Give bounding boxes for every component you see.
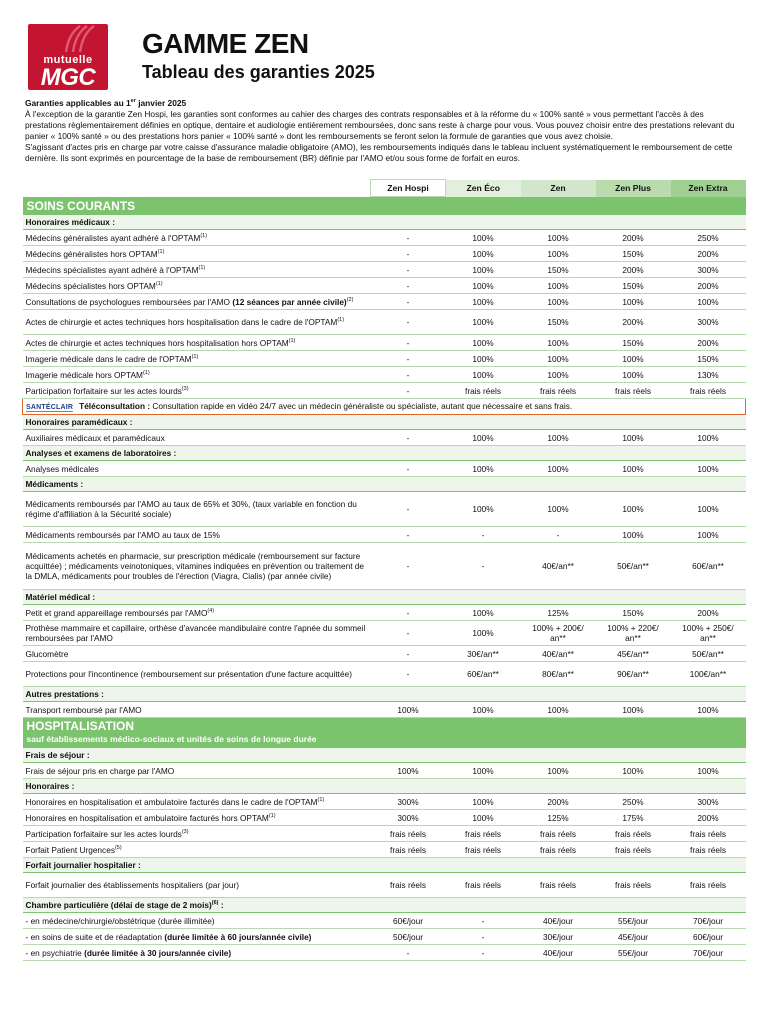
cell-value: 100% bbox=[371, 763, 446, 779]
category-label: Honoraires médicaux : bbox=[23, 215, 746, 230]
cell-value: frais réels bbox=[596, 383, 671, 399]
cell-value: 100% bbox=[521, 230, 596, 246]
cell-value: - bbox=[371, 310, 446, 335]
cell-value: 100% bbox=[446, 335, 521, 351]
intro-paragraph: À l'exception de la garantie Zen Hospi, les garanties sont conformes au cahier des charges des contrats responsables et à la réforme du « 100% santé » vous permettant l'accès à des prestations règlementairement définies en optique, dentaire et audiologie entièrement remboursées, donc sans reste à charge pour vous. Vous pouvez choisir entre des prestations relevant du panier « 100% santé » ou des prestations hors panier « 100% santé » dont les remboursements se feront selon la formule de garanties que vous avez choisie. bbox=[25, 109, 735, 141]
cell-value: - bbox=[446, 929, 521, 945]
cell-value: 175% bbox=[596, 810, 671, 826]
cell-value: 100% bbox=[671, 763, 746, 779]
row-label: Auxiliaires médicaux et paramédicaux bbox=[23, 430, 371, 446]
table-row bbox=[23, 945, 746, 961]
cell-value: 100% bbox=[671, 492, 746, 527]
cell-value: - bbox=[371, 383, 446, 399]
category-row bbox=[23, 898, 746, 913]
cell-value: 100% bbox=[446, 246, 521, 262]
category-label: Analyses et examens de laboratoires : bbox=[23, 446, 746, 461]
cell-value: 250% bbox=[596, 794, 671, 810]
row-label: Honoraires en hospitalisation et ambulatoire facturés hors OPTAM$^{(1)}$ bbox=[23, 810, 371, 826]
cell-value: 30€/jour bbox=[521, 929, 596, 945]
logo-text-big: MGC bbox=[40, 64, 96, 90]
cell-value: 100% bbox=[446, 351, 521, 367]
cell-value: 100% bbox=[596, 763, 671, 779]
cell-value: 150% bbox=[671, 351, 746, 367]
cell-value: 100% bbox=[671, 702, 746, 718]
table-row bbox=[23, 842, 746, 858]
cell-value: - bbox=[371, 527, 446, 543]
table-row bbox=[23, 294, 746, 310]
cell-value: frais réels bbox=[521, 826, 596, 842]
row-label: Médecins généralistes hors OPTAM$^{(1)}$ bbox=[23, 246, 371, 262]
category-row bbox=[23, 748, 746, 763]
row-label: - en psychiatrie (durée limitée à 30 jours/année civile) bbox=[23, 945, 371, 961]
cell-value: 130% bbox=[671, 367, 746, 383]
intro-text bbox=[25, 98, 745, 164]
cell-value: - bbox=[371, 335, 446, 351]
cell-value: 200% bbox=[596, 262, 671, 278]
cell-value: - bbox=[446, 543, 521, 590]
category-row bbox=[23, 687, 746, 702]
row-label: Participation forfaitaire sur les actes lourds$^{(3)}$ bbox=[23, 826, 371, 842]
column-header-zen: Zen bbox=[521, 180, 596, 197]
category-label: Forfait journalier hospitalier : bbox=[23, 858, 746, 873]
row-label: Actes de chirurgie et actes techniques hors hospitalisation dans le cadre de l'OPTAM$^{(1)}$ bbox=[23, 310, 371, 335]
cell-value: 100% bbox=[446, 621, 521, 646]
cell-value: 100% bbox=[446, 702, 521, 718]
cell-value: 150% bbox=[521, 262, 596, 278]
cell-value: - bbox=[371, 278, 446, 294]
category-row bbox=[23, 590, 746, 605]
cell-value: 40€/jour bbox=[521, 945, 596, 961]
cell-value: 100% bbox=[446, 294, 521, 310]
cell-value: 100% + 200€/ an** bbox=[521, 621, 596, 646]
table-row bbox=[23, 621, 746, 646]
cell-value: 50€/an** bbox=[671, 646, 746, 662]
section-header bbox=[23, 718, 746, 749]
table-row bbox=[23, 810, 746, 826]
table-row bbox=[23, 702, 746, 718]
cell-value: 100% bbox=[521, 430, 596, 446]
cell-value: 100% bbox=[671, 294, 746, 310]
intro-paragraph: S'agissant d'actes pris en charge par votre caisse d'assurance maladie obligatoire (AMO), les remboursements indiqués dans le tableau incluent systématiquement le remboursement de cette dernière. Ils sont exprimés en pourcentage de la base de remboursement (BR) définie par l'AMO et/ou sous forme de forfait en euros. bbox=[25, 142, 733, 163]
cell-value: frais réels bbox=[371, 842, 446, 858]
row-label: Forfait journalier des établissements hospitaliers (par jour) bbox=[23, 873, 371, 898]
cell-value: 100€/an** bbox=[671, 662, 746, 687]
column-header-zen-hospi: Zen Hospi bbox=[371, 180, 446, 197]
category-row bbox=[23, 858, 746, 873]
cell-value: 100% bbox=[596, 461, 671, 477]
cell-value: 300% bbox=[371, 810, 446, 826]
cell-value: frais réels bbox=[596, 826, 671, 842]
cell-value: 300% bbox=[671, 310, 746, 335]
cell-value: 100% bbox=[521, 763, 596, 779]
cell-value: 100% bbox=[521, 367, 596, 383]
category-label: Honoraires paramédicaux : bbox=[23, 415, 746, 430]
cell-value: - bbox=[446, 913, 521, 929]
cell-value: - bbox=[371, 646, 446, 662]
cell-value: 100% bbox=[521, 492, 596, 527]
page-title: GAMME ZEN bbox=[142, 28, 309, 59]
row-label: Glucomètre bbox=[23, 646, 371, 662]
table-row bbox=[23, 335, 746, 351]
cell-value: 40€/an** bbox=[521, 543, 596, 590]
cell-value: - bbox=[371, 461, 446, 477]
cell-value: 40€/jour bbox=[521, 913, 596, 929]
section-subtitle: sauf établissements médico-sociaux et unités de soins de longue durée bbox=[26, 734, 317, 744]
cell-value: 100% bbox=[446, 230, 521, 246]
row-label: - en médecine/chirurgie/obstétrique (durée illimitée) bbox=[23, 913, 371, 929]
cell-value: 200% bbox=[671, 278, 746, 294]
cell-value: - bbox=[371, 262, 446, 278]
cell-value: - bbox=[371, 492, 446, 527]
cell-value: 200% bbox=[671, 605, 746, 621]
table-row bbox=[23, 310, 746, 335]
intro-lead: Garanties applicables au 1er janvier 2025 bbox=[25, 98, 187, 108]
cell-value: frais réels bbox=[521, 383, 596, 399]
cell-value: frais réels bbox=[671, 873, 746, 898]
row-label: Médicaments remboursés par l'AMO au taux de 65% et 30%, (taux variable en fonction du régime d'affiliation à la Sécurité sociale) bbox=[23, 492, 371, 527]
cell-value: 100% bbox=[446, 794, 521, 810]
cell-value: 70€/jour bbox=[671, 945, 746, 961]
table-row bbox=[23, 826, 746, 842]
cell-value: frais réels bbox=[671, 842, 746, 858]
cell-value: 60€/jour bbox=[371, 913, 446, 929]
section-header bbox=[23, 197, 746, 216]
table-row bbox=[23, 383, 746, 399]
table-row bbox=[23, 929, 746, 945]
table-row bbox=[23, 543, 746, 590]
category-label: Autres prestations : bbox=[23, 687, 746, 702]
table-row bbox=[23, 230, 746, 246]
category-row bbox=[23, 779, 746, 794]
cell-value: - bbox=[371, 367, 446, 383]
cell-value: 100% bbox=[446, 492, 521, 527]
row-label: Médicaments achetés en pharmacie, sur prescription médicale (remboursement sur facture acquittée) ; médicaments veinotoniques, vitamines indiquées en prévention ou traitement de la DMLA, médicaments pour troubles de l'érection (Viagra, Cialis) (par année civile) bbox=[23, 543, 371, 590]
row-label: Imagerie médicale dans le cadre de l'OPTAM$^{(1)}$ bbox=[23, 351, 371, 367]
table-row bbox=[23, 351, 746, 367]
cell-value: 125% bbox=[521, 605, 596, 621]
cell-value: 100% bbox=[671, 430, 746, 446]
table-row bbox=[23, 492, 746, 527]
cell-value: 60€/an** bbox=[446, 662, 521, 687]
table-row bbox=[23, 461, 746, 477]
row-label: Actes de chirurgie et actes techniques hors hospitalisation hors OPTAM$^{(1)}$ bbox=[23, 335, 371, 351]
cell-value: - bbox=[371, 662, 446, 687]
row-label: Médecins spécialistes ayant adhéré à l'OPTAM$^{(1)}$ bbox=[23, 262, 371, 278]
category-label: Frais de séjour : bbox=[23, 748, 746, 763]
cell-value: - bbox=[371, 246, 446, 262]
cell-value: 100% bbox=[671, 461, 746, 477]
section-title: HOSPITALISATION sauf établissements médico-sociaux et unités de soins de longue durée bbox=[23, 718, 746, 749]
row-label: Prothèse mammaire et capillaire, orthèse d'avancée mandibulaire contre l'apnée du sommeil remboursées par l'AMO bbox=[23, 621, 371, 646]
cell-value: 100% bbox=[671, 527, 746, 543]
cell-value: 125% bbox=[521, 810, 596, 826]
cell-value: 100% bbox=[446, 367, 521, 383]
cell-value: frais réels bbox=[671, 826, 746, 842]
cell-value: frais réels bbox=[446, 826, 521, 842]
cell-value: - bbox=[371, 543, 446, 590]
row-label: Forfait Patient Urgences$^{(5)}$ bbox=[23, 842, 371, 858]
cell-value: 100% bbox=[446, 810, 521, 826]
santeclair-logo: SANTÉCLAIR bbox=[26, 404, 74, 411]
cell-value: frais réels bbox=[521, 873, 596, 898]
table-header-row bbox=[23, 180, 746, 197]
cell-value: 200% bbox=[671, 810, 746, 826]
mgc-logo bbox=[28, 24, 108, 90]
category-label: Chambre particulière (délai de stage de 2 mois)$^{(6)}$ : bbox=[23, 898, 746, 913]
cell-value: frais réels bbox=[371, 826, 446, 842]
cell-value: frais réels bbox=[446, 383, 521, 399]
table-row bbox=[23, 913, 746, 929]
category-label: Médicaments : bbox=[23, 477, 746, 492]
row-label: Frais de séjour pris en charge par l'AMO bbox=[23, 763, 371, 779]
cell-value: 70€/jour bbox=[671, 913, 746, 929]
cell-value: 300% bbox=[671, 794, 746, 810]
teleconsultation-banner bbox=[23, 399, 746, 415]
section-title: SOINS COURANTS bbox=[23, 197, 746, 216]
cell-value: - bbox=[446, 527, 521, 543]
table-row bbox=[23, 646, 746, 662]
row-label: Honoraires en hospitalisation et ambulatoire facturés dans le cadre de l'OPTAM$^{(1)}$ bbox=[23, 794, 371, 810]
cell-value: 300% bbox=[371, 794, 446, 810]
cell-value: - bbox=[371, 294, 446, 310]
cell-value: - bbox=[371, 430, 446, 446]
header-spacer bbox=[23, 180, 371, 197]
row-label: Médecins généralistes ayant adhéré à l'OPTAM$^{(1)}$ bbox=[23, 230, 371, 246]
cell-value: - bbox=[371, 230, 446, 246]
category-label: Matériel médical : bbox=[23, 590, 746, 605]
category-row bbox=[23, 415, 746, 430]
cell-value: frais réels bbox=[446, 842, 521, 858]
category-row bbox=[23, 215, 746, 230]
cell-value: 200% bbox=[671, 246, 746, 262]
cell-value: 50€/jour bbox=[371, 929, 446, 945]
cell-value: frais réels bbox=[596, 873, 671, 898]
table-row bbox=[23, 873, 746, 898]
cell-value: frais réels bbox=[671, 383, 746, 399]
cell-value: 200% bbox=[671, 335, 746, 351]
cell-value: 100% bbox=[596, 702, 671, 718]
cell-value: 100% bbox=[446, 763, 521, 779]
cell-value: 100% bbox=[521, 246, 596, 262]
cell-value: 100% bbox=[446, 278, 521, 294]
cell-value: - bbox=[446, 945, 521, 961]
row-label: Analyses médicales bbox=[23, 461, 371, 477]
cell-value: 200% bbox=[521, 794, 596, 810]
table-row bbox=[23, 527, 746, 543]
cell-value: 45€/an** bbox=[596, 646, 671, 662]
cell-value: 100% + 220€/ an** bbox=[596, 621, 671, 646]
row-label: Médicaments remboursés par l'AMO au taux de 15% bbox=[23, 527, 371, 543]
column-header-zen-extra: Zen Extra bbox=[671, 180, 746, 197]
cell-value: 250% bbox=[671, 230, 746, 246]
cell-value: 150% bbox=[596, 335, 671, 351]
cell-value: 100% bbox=[371, 702, 446, 718]
cell-value: 100% bbox=[521, 278, 596, 294]
cell-value: 100% bbox=[521, 351, 596, 367]
cell-value: 100% bbox=[521, 461, 596, 477]
teleconsultation-text: SANTÉCLAIR Téléconsultation : Consultation rapide en vidéo 24/7 avec un médecin généraliste ou spécialiste, autant que nécessaire et sans frais. bbox=[23, 399, 746, 415]
cell-value: - bbox=[371, 621, 446, 646]
table-row bbox=[23, 262, 746, 278]
table-row bbox=[23, 605, 746, 621]
cell-value: 100% bbox=[446, 262, 521, 278]
cell-value: 150% bbox=[596, 278, 671, 294]
category-row bbox=[23, 477, 746, 492]
cell-value: 100% bbox=[446, 605, 521, 621]
column-header-zen-eco: Zen Éco bbox=[446, 180, 521, 197]
category-label: Honoraires : bbox=[23, 779, 746, 794]
cell-value: 100% bbox=[446, 461, 521, 477]
cell-value: frais réels bbox=[371, 873, 446, 898]
cell-value: 60€/an** bbox=[671, 543, 746, 590]
row-label: Transport remboursé par l'AMO bbox=[23, 702, 371, 718]
table-row bbox=[23, 794, 746, 810]
table-row bbox=[23, 246, 746, 262]
cell-value: 90€/an** bbox=[596, 662, 671, 687]
cell-value: 100% bbox=[521, 335, 596, 351]
cell-value: frais réels bbox=[521, 842, 596, 858]
cell-value: 100% bbox=[596, 367, 671, 383]
cell-value: 100% bbox=[596, 294, 671, 310]
table-row bbox=[23, 763, 746, 779]
row-label: Imagerie médicale hors OPTAM$^{(1)}$ bbox=[23, 367, 371, 383]
cell-value: 100% bbox=[521, 702, 596, 718]
cell-value: 80€/an** bbox=[521, 662, 596, 687]
cell-value: 100% bbox=[521, 294, 596, 310]
cell-value: 55€/jour bbox=[596, 945, 671, 961]
cell-value: - bbox=[521, 527, 596, 543]
cell-value: 100% bbox=[446, 310, 521, 335]
cell-value: - bbox=[371, 351, 446, 367]
row-label: Protections pour l'incontinence (remboursement sur présentation d'une facture acquittée) bbox=[23, 662, 371, 687]
cell-value: 200% bbox=[596, 310, 671, 335]
page-subtitle: Tableau des garanties 2025 bbox=[142, 62, 375, 82]
cell-value: 30€/an** bbox=[446, 646, 521, 662]
cell-value: 300% bbox=[671, 262, 746, 278]
table-row bbox=[23, 430, 746, 446]
cell-value: 150% bbox=[521, 310, 596, 335]
row-label: - en soins de suite et de réadaptation (durée limitée à 60 jours/année civile) bbox=[23, 929, 371, 945]
row-label: Médecins spécialistes hors OPTAM$^{(1)}$ bbox=[23, 278, 371, 294]
cell-value: 60€/jour bbox=[671, 929, 746, 945]
row-label: Consultations de psychologues remboursées par l'AMO (12 séances par année civile)$^{(2)}$ bbox=[23, 294, 371, 310]
row-label: Participation forfaitaire sur les actes lourds$^{(3)}$ bbox=[23, 383, 371, 399]
logo-text-small: mutuelle bbox=[43, 54, 93, 66]
cell-value: 150% bbox=[596, 605, 671, 621]
cell-value: frais réels bbox=[446, 873, 521, 898]
cell-value: - bbox=[371, 945, 446, 961]
cell-value: 100% bbox=[446, 430, 521, 446]
table-row bbox=[23, 662, 746, 687]
table-row bbox=[23, 278, 746, 294]
cell-value: 55€/jour bbox=[596, 913, 671, 929]
cell-value: 100% bbox=[596, 351, 671, 367]
column-header-zen-plus: Zen Plus bbox=[596, 180, 671, 197]
row-label: Petit et grand appareillage remboursés par l'AMO$^{(4)}$ bbox=[23, 605, 371, 621]
cell-value: 40€/an** bbox=[521, 646, 596, 662]
cell-value: - bbox=[371, 605, 446, 621]
cell-value: 100% + 250€/ an** bbox=[671, 621, 746, 646]
cell-value: 45€/jour bbox=[596, 929, 671, 945]
table-row bbox=[23, 367, 746, 383]
cell-value: 100% bbox=[596, 492, 671, 527]
category-row bbox=[23, 446, 746, 461]
cell-value: 200% bbox=[596, 230, 671, 246]
cell-value: 150% bbox=[596, 246, 671, 262]
guarantees-table bbox=[22, 179, 746, 961]
cell-value: 50€/an** bbox=[596, 543, 671, 590]
cell-value: 100% bbox=[596, 527, 671, 543]
cell-value: frais réels bbox=[596, 842, 671, 858]
cell-value: 100% bbox=[596, 430, 671, 446]
